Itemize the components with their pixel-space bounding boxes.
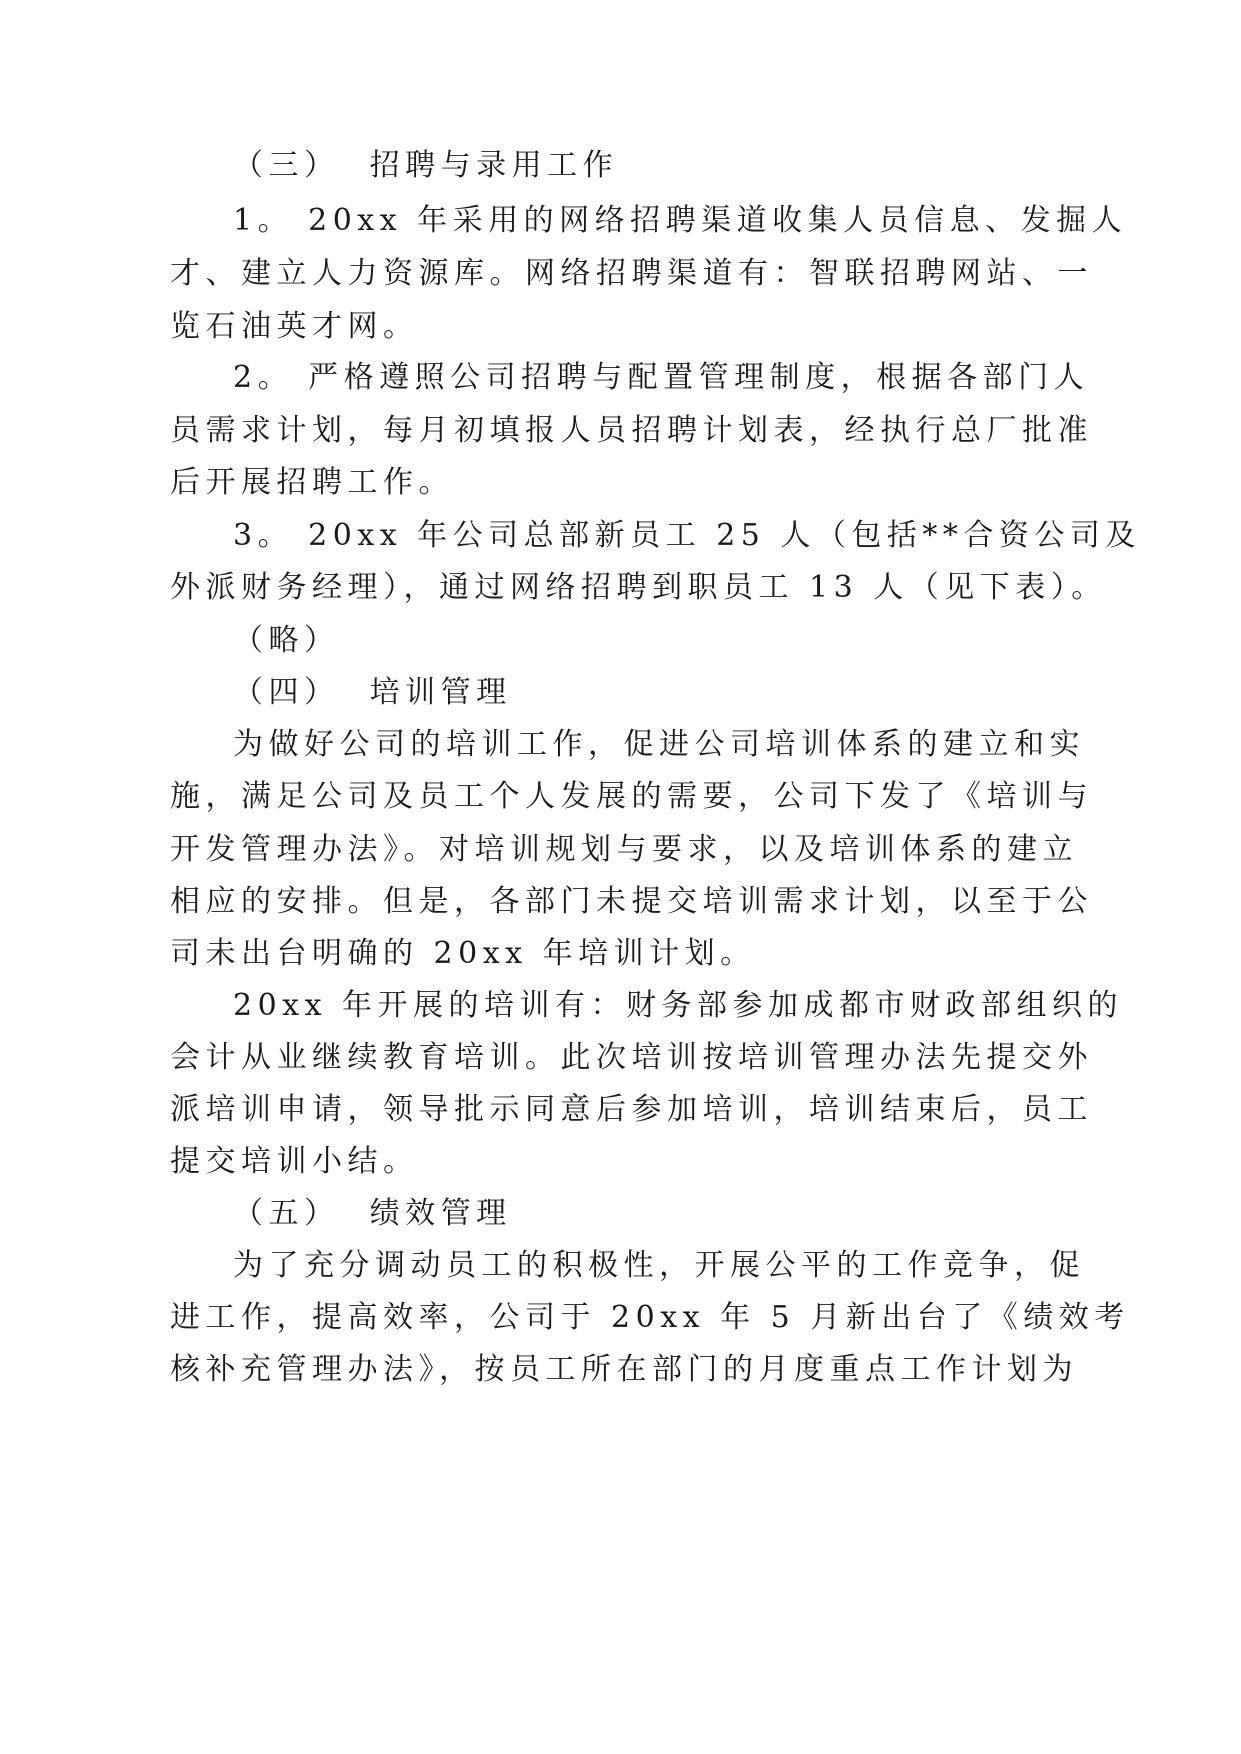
paragraph-line: 施，满足公司及员工个人发展的需要，公司下发了《培训与	[170, 779, 1093, 814]
paragraph-line: 2。 严格遵照公司招聘与配置管理制度，根据各部门人	[233, 360, 1090, 395]
paragraph-line: 员需求计划，每月初填报人员招聘计划表，经执行总厂批准	[170, 413, 1093, 448]
section-heading-training: （四） 培训管理	[233, 675, 512, 710]
paragraph-line: 开发管理办法》。对培训规划与要求，以及培训体系的建立	[170, 832, 1078, 867]
paragraph-line: 才、建立人力资源库。网络招聘渠道有：智联招聘网站、一	[170, 256, 1093, 291]
paragraph-line: 为了充分调动员工的积极性，开展公平的工作竞争，促	[233, 1248, 1085, 1283]
paragraph-line: 核补充管理办法》，按员工所在部门的月度重点工作计划为	[170, 1352, 1078, 1387]
paragraph-line: 1。 20xx 年采用的网络招聘渠道收集人员信息、发掘人	[233, 203, 1128, 238]
paragraph-line: 览石油英才网。	[170, 309, 419, 344]
paragraph-line: 提交培训小结。	[170, 1144, 419, 1179]
paragraph-line: 3。 20xx 年公司总部新员工 25 人（包括**合资公司及	[233, 518, 1141, 553]
paragraph-line: 进工作，提高效率，公司于 20xx 年 5 月新出台了《绩效考	[170, 1300, 1130, 1335]
paragraph-line: 后开展招聘工作。	[170, 465, 454, 500]
paragraph-line: 相应的安排。但是，各部门未提交培训需求计划，以至于公	[170, 884, 1093, 919]
section-heading-recruitment: （三） 招聘与录用工作	[233, 148, 619, 183]
paragraph-line: 外派财务经理），通过网络招聘到职员工 13 人（见下表）。	[170, 570, 1107, 605]
omitted-note: （略）	[233, 623, 340, 658]
paragraph-line: 司未出台明确的 20xx 年培训计划。	[170, 936, 756, 971]
paragraph-line: 20xx 年开展的培训有：财务部参加成都市财政部组织的	[233, 988, 1124, 1023]
paragraph-line: 会计从业继续教育培训。此次培训按培训管理办法先提交外	[170, 1040, 1093, 1075]
paragraph-line: 为做好公司的培训工作，促进公司培训体系的建立和实	[233, 727, 1085, 762]
paragraph-line: 派培训申请，领导批示同意后参加培训，培训结束后，员工	[170, 1092, 1093, 1127]
section-heading-performance: （五） 绩效管理	[233, 1196, 512, 1231]
